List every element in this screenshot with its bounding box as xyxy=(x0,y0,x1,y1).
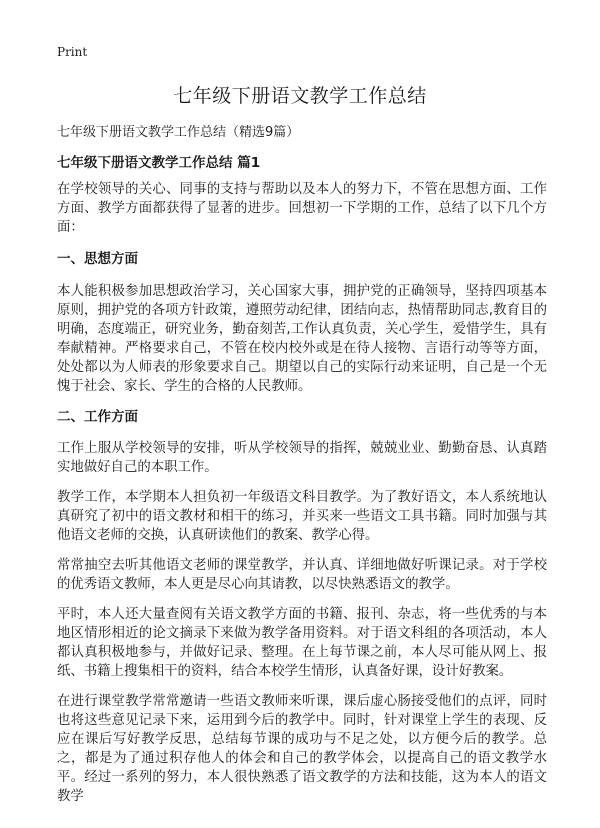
section-heading-thought: 一、思想方面 xyxy=(57,251,138,267)
thought-paragraph: 本人能积极参加思想政治学习，关心国家大事，拥护党的正确领导，坚持四项基本原则，拥护党的各项方针政策，遵照劳动纪律，团结向志，热情帮助同志,教育目的明确，态度端正，研究业务，勤奋刻苦,工作认真负责，关心学生，爱惜学生，具有奉献精神。严格要求自己，不管在校内校外或是在待人接物、言语行动等等方面，处处都以为人师表的形象要求自己。期望以自己的实际行动来证明，自己是一个无愧于社会、家长、学生的合格的人民教师。 xyxy=(57,284,547,394)
document-subtitle: 七年级下册语文教学工作总结（精选9篇） xyxy=(57,125,300,140)
article-title: 七年级下册语文教学工作总结 篇1 xyxy=(57,155,261,171)
print-link[interactable]: Print xyxy=(57,45,88,59)
page-title: 七年级下册语文教学工作总结 xyxy=(173,85,427,107)
work-paragraph: 平时，本人还大量查阅有关语文教学方面的书籍、报刊、杂志，将一些优秀的与本地区情形相近的论文摘录下来做为教学备用资料。对于语文科组的各项活动，本人都认真积极地参与，并做好记录、整理。在上每节课之前，本人尽可能从网上、报纸、书籍上搜集相干的资料，结合本校学生情形，认真备好课，设计好教案。 xyxy=(57,607,547,679)
work-paragraph: 教学工作，本学期本人担负初一年级语文科目教学。为了教好语文，本人系统地认真研究了初中的语文教材和相干的练习，并买来一些语文工具书籍。同时加强与其他语文老师的交换，认真研读他们的教案、教学心得。 xyxy=(57,490,547,543)
intro-paragraph: 在学校领导的关心、同事的支持与帮助以及本人的努力下，不管在思想方面、工作方面、教学方面都获得了显著的进步。回想初一下学期的工作，总结了以下几个方面： xyxy=(57,182,547,235)
article-body xyxy=(57,180,547,817)
work-paragraph: 工作上服从学校领导的安排，听从学校领导的指挥，兢兢业业、勤勤奋恳、认真踏实地做好自己的本职工作。 xyxy=(57,441,547,475)
section-heading-work: 二、工作方面 xyxy=(57,409,138,425)
work-paragraph: 常常抽空去听其他语文老师的课堂教学，并认真、详细地做好听课记录。对于学校的优秀语文教师，本人更是尽心向其请教，以尽快熟悉语文的教学。 xyxy=(57,558,547,592)
work-paragraph: 在进行课堂教学常常邀请一些语文教师来听课，课后虚心肠接受他们的点评，同时也将这些意见记录下来，运用到今后的教学中。同时，针对课堂上学生的表现、反应在课后写好教学反思，总结每节课的成功与不足之处，以方便今后的教学。总之，都是为了通过积存他人的体会和自己的教学体会，以提高自己的语文教学水平。经过一系列的努力，本人很快熟悉了语文教学的方法和技能，这为本人的语文教学 xyxy=(57,694,547,804)
